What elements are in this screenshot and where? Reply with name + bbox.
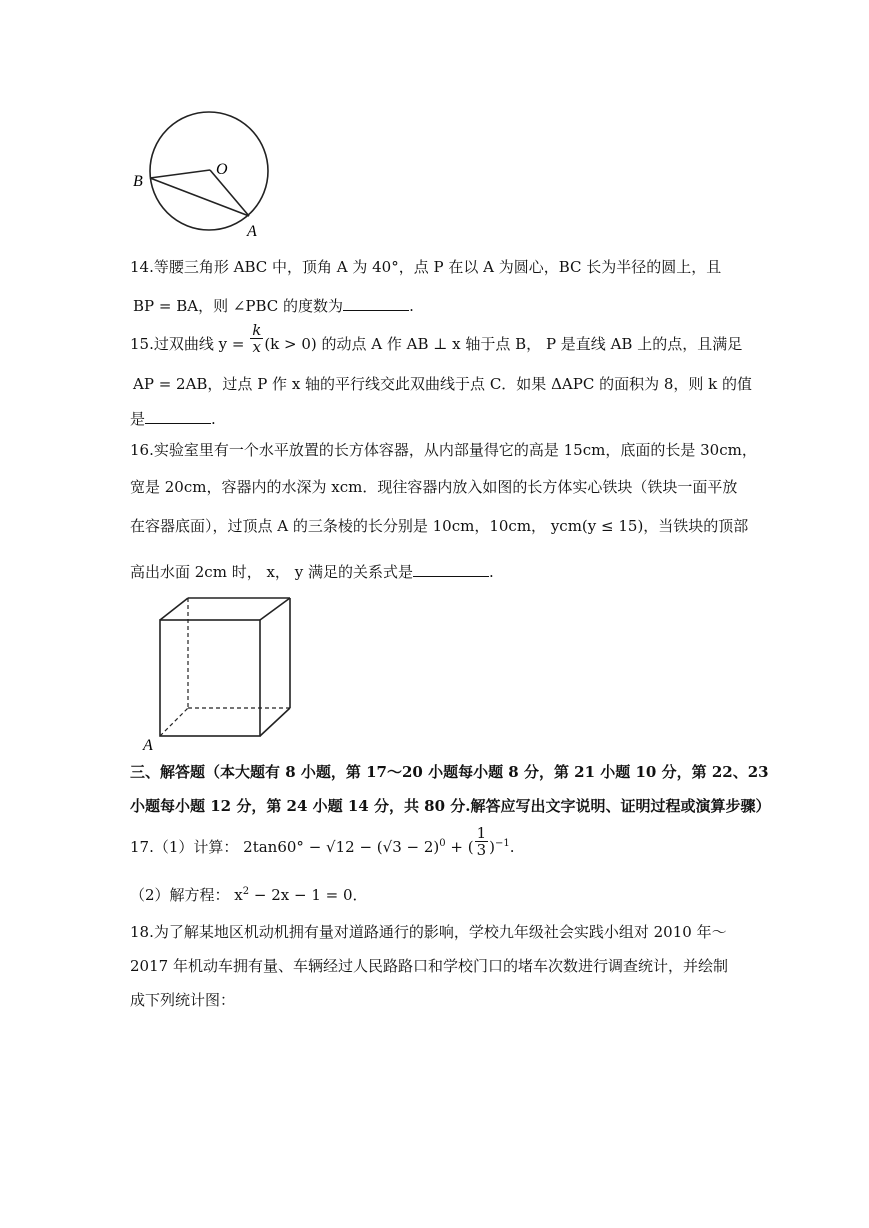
circle bbox=[150, 112, 268, 230]
q17-part1: 17.（1）计算： $2\tan 60^\circ - √12 - (√3 - 2)^0$ + ( $\frac{1}{3}$ )$^{-1}$. bbox=[130, 823, 515, 859]
q14-line1: 14.等腰三角形 ABC 中，顶角 A 为 40°，点 P 在以 A 为圆心，BC 长为半径的圆上，且 bbox=[130, 258, 722, 276]
q16-line4: 高出水面 2cm 时， x， y 满足的关系式是 . bbox=[130, 563, 494, 581]
fraction-k-over-x: $\frac{k}{x}$ bbox=[252, 320, 262, 356]
q16-line3: 在容器底面），过顶点 A 的三条棱的长分别是 10cm，10cm， ycm(y ≤ 15)，当铁块的顶部 bbox=[130, 517, 749, 535]
q16-line2: 宽是 20cm，容器内的水深为 xcm．现往容器内放入如图的长方体实心铁块（铁块一面平放 bbox=[130, 478, 738, 496]
section3-heading-line2: 小题每小题 12 分，第 24 小题 14 分，共 80 分.解答应写出文字说明、证明过程或演算步骤） bbox=[130, 797, 771, 815]
fraction-one-third: $\frac{1}{3}$ bbox=[476, 823, 487, 859]
cube-front-face bbox=[160, 620, 260, 736]
q18-line1: 18.为了解某地区机动机拥有量对道路通行的影响，学校九年级社会实践小组对 2010 年～ bbox=[130, 923, 727, 941]
q17-part2: （2）解方程： $x^2 - 2x - 1 = 0$． bbox=[130, 886, 368, 904]
cube-edge bbox=[260, 598, 290, 620]
cube-figure bbox=[140, 596, 300, 752]
q18-line2: 2017 年机动车拥有量、车辆经过人民路路口和学校门口的堵车次数进行调查统计，并绘制 bbox=[130, 957, 728, 975]
cube-hidden-edge bbox=[160, 708, 188, 736]
q15-line2: AP = 2AB，过点 P 作 x 轴的平行线交此双曲线于点 C．如果 ΔAPC 的面积为 8，则 k 的值 bbox=[133, 375, 753, 393]
answer-blank[interactable] bbox=[145, 409, 211, 424]
segment-bo bbox=[150, 170, 210, 178]
answer-blank[interactable] bbox=[413, 562, 489, 577]
section3-heading-line1: 三、解答题（本大题有 8 小题，第 17～20 小题每小题 8 分，第 21 小题 10 分，第 22、23 bbox=[130, 763, 769, 781]
cube-edge bbox=[160, 598, 188, 620]
answer-blank[interactable] bbox=[343, 296, 409, 311]
circle-figure bbox=[128, 108, 288, 240]
q16-line1: 16.实验室里有一个水平放置的长方体容器，从内部量得它的高是 15cm，底面的长是 30cm， bbox=[130, 441, 757, 459]
q15-line1: 15.过双曲线 y = $\frac{k}{x}$ (k > 0) 的动点 A 作 AB ⊥ x 轴于点 B， P 是直线 AB 上的点，且满足 bbox=[130, 320, 743, 356]
label-a: A bbox=[247, 223, 257, 240]
label-o: O bbox=[216, 161, 228, 178]
label-b: B bbox=[133, 173, 143, 190]
q15-line3: 是 . bbox=[130, 410, 216, 428]
q14-line2: BP = BA，则 ∠PBC 的度数为 . bbox=[133, 297, 414, 315]
cube-edge bbox=[260, 708, 290, 736]
label-a: A bbox=[143, 737, 153, 752]
q18-line3: 成下列统计图： bbox=[130, 991, 236, 1009]
